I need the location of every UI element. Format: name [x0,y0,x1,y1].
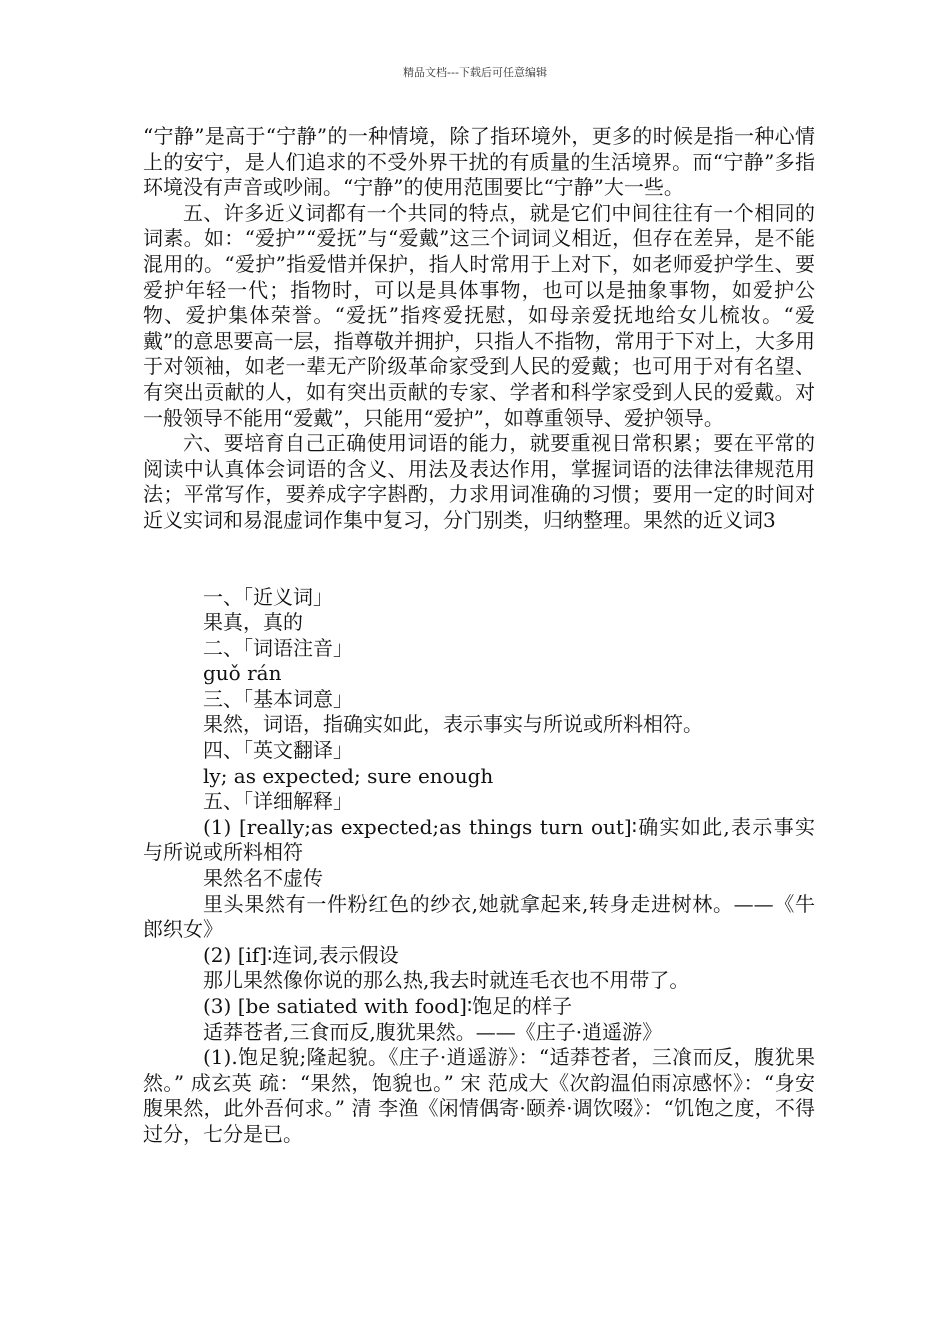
basic-meaning-value: 果然，词语，指确实如此，表示事实与所说或所料相符。 [203,712,703,737]
pronunciation-value: guǒ rán [203,661,282,686]
definition-2: (2) [if]∶连词,表示假设 [203,942,399,967]
document-body [143,124,815,1148]
heading-synonyms: 一、「近义词」 [203,584,333,609]
definition-4: (1).饱足貌;隆起貌。《庄子·逍遥游》：“适莽苍者，三飡而反，腹犹果然。” 成玄英 疏：“果然，饱貌也。” 宋 范成大《次韵温伯雨凉感怀》：“身安腹果然，此外吾何求。” 清 李渔《闲情偶寄·颐养·调饮啜》：“饥饱之度，不得过分，七分是已。 [143,1045,815,1146]
heading-basic-meaning: 三、「基本词意」 [203,686,353,711]
heading-detailed-explanation: 五、「详细解释」 [203,789,353,814]
definition-1: (1) [really;as expected;as things turn out]∶确实如此,表示事实与所说或所料相符 [143,814,815,865]
section-gap [143,534,815,585]
definition-1-example-a: 果然名不虚传 [203,866,323,891]
definition-1-example-b: 里头果然有一件粉红色的纱衣,她就拿起来,转身走进树林。——《牛郎织女》 [143,891,815,942]
synonyms-value: 果真，真的 [203,610,303,635]
paragraph-tranquility: “宁静”是高于“宁静”的一种情境，除了指环境外，更多的时候是指一种心情上的安宁，是人们追求的不受外界干扰的有质量的生活境界。而“宁静”多指环境没有声音或吵闹。“宁静”的使用范围要比“宁静”大一些。 [143,124,815,200]
paragraph-synonym-morpheme: 五、许多近义词都有一个共同的特点，就是它们中间往往有一个相同的词素。如：“爱护”“爱抚”与“爱戴”这三个词词义相近，但存在差异，是不能混用的。“爱护”指爱惜并保护，指人时常用于上对下，如老师爱护学生、要爱护年轻一代；指物时，可以是具体事物，也可以是抽象事物，如爱护公物、爱护集体荣誉。“爱抚”指疼爱抚慰，如母亲爱抚地给女儿梳妆。“爱戴”的意思要高一层，指尊敬并拥护，只指人不指物，常用于下对上，大多用于对领袖，如老一辈无产阶级革命家受到人民的爱戴；也可用于对有名望、有突出贡献的人，如有突出贡献的专家、学者和科学家受到人民的爱戴。对一般领导不能用“爱戴”，只能用“爱护”，如尊重领导、爱护领导。 [143,200,815,430]
english-translation-value: ly; as expected; sure enough [203,763,494,788]
heading-pronunciation: 二、「词语注音」 [203,635,353,660]
definition-2-example: 那儿果然像你说的那么热,我去时就连毛衣也不用带了。 [203,968,690,993]
page-header: 精品文档---下载后可任意编辑 [403,66,547,79]
paragraph-word-usage: 六、要培育自己正确使用词语的能力，就要重视日常积累；要在平常的阅读中认真体会词语的含义、用法及表达作用，掌握词语的法律法律规范用法；平常写作，要养成字字斟酌，力求用词准确的习惯；要用一定的时间对近义实词和易混虚词作集中复习，分门别类，归纳整理。果然的近义词3 [143,431,815,532]
definition-3: (3) [be satiated with food]∶饱足的样子 [203,994,573,1018]
heading-english-translation: 四、「英文翻译」 [203,738,353,763]
definition-3-example: 适莽苍者,三食而反,腹犹果然。——《庄子·逍遥游》 [203,1019,663,1044]
